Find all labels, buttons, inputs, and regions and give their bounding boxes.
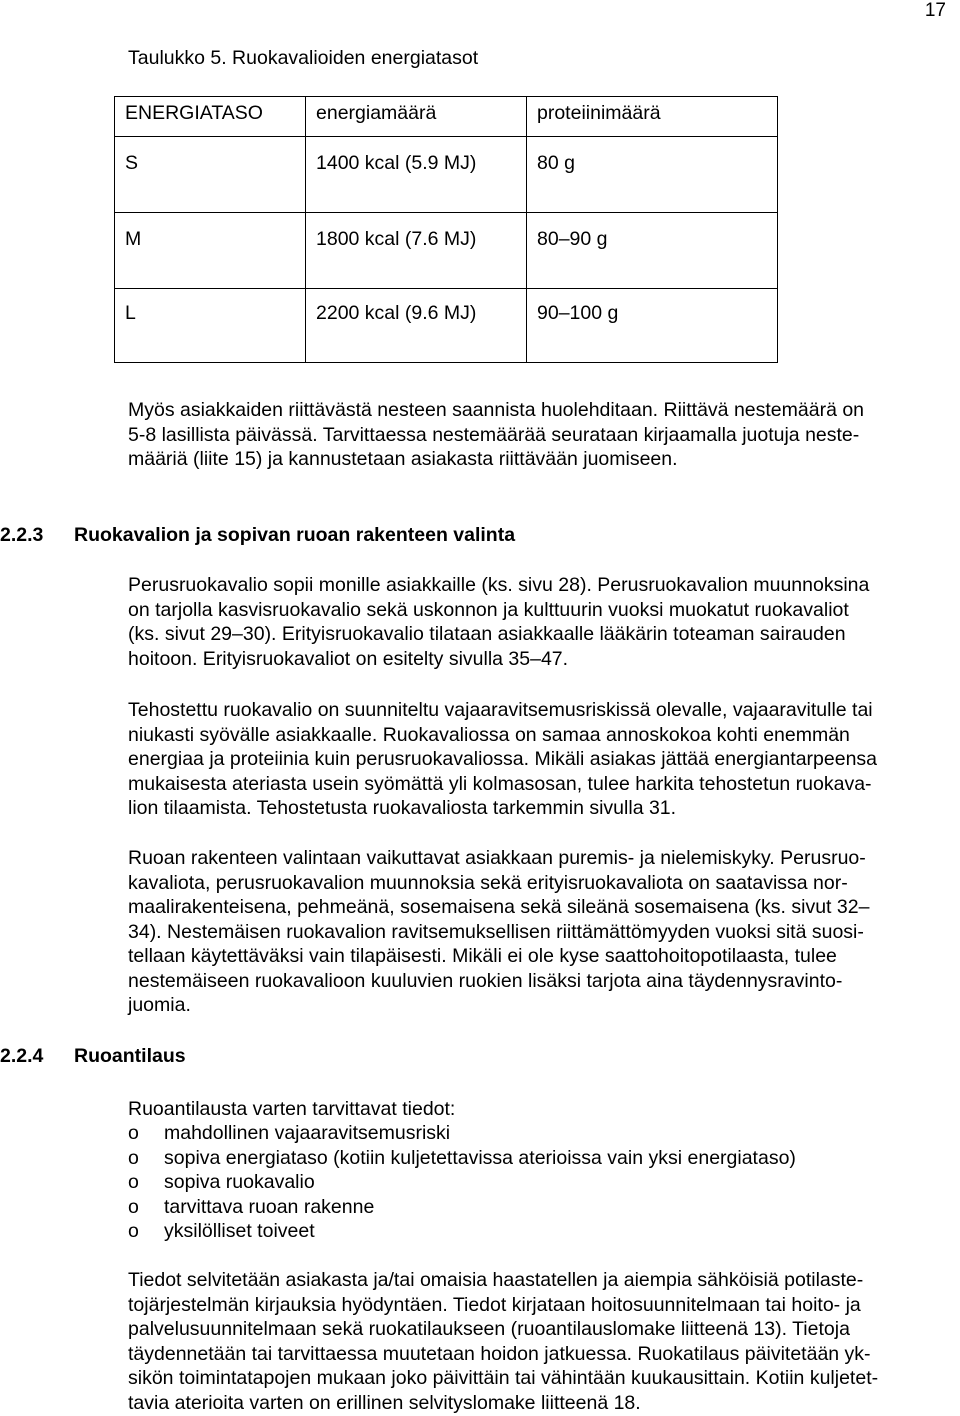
text-line: lion tilaamista. Tehostetusta ruokavaliosta tarkemmin sivulla 31.: [128, 797, 677, 819]
table-cell-text: L: [125, 302, 136, 324]
text-line: mukaisesta ateriasta usein syömättä yli kolmasosan, tulee harkita tehostetun ruokava-: [128, 772, 872, 795]
section-heading-2-2-4: [0, 1045, 186, 1068]
list-item: [128, 1121, 796, 1146]
text-line: juomia.: [128, 994, 191, 1016]
bullet-icon: o: [128, 1171, 139, 1193]
text-line: 5-8 lasillista päivässä. Tarvittaessa nestemäärää seurataan kirjaamalla juotuja neste-: [128, 423, 860, 446]
text-line: määriä (liite 15) ja kannustetaan asiakasta riittävään juomiseen.: [128, 448, 678, 470]
table-cell: [306, 213, 527, 289]
table-header-row: [115, 97, 778, 137]
section-heading-2-2-3: [0, 524, 515, 547]
paragraph-order-process: [128, 1268, 958, 1415]
table-cell: [115, 137, 306, 213]
list-item: [128, 1195, 796, 1220]
text-line: tavia aterioita varten on erillinen selvityslomake liitteenä 18.: [128, 1391, 641, 1414]
text-line: maalirakenteisena, pehmeänä, sosemaisena sekä sileänä sosemaisena (ks. sivut 32–: [128, 896, 870, 918]
table-cell-text: M: [125, 228, 142, 250]
table-cell: [527, 289, 778, 363]
bullet-icon: o: [128, 1146, 139, 1169]
table-row: [115, 289, 778, 363]
list-item-text: sopiva energiataso (kotiin kuljetettavissa aterioissa vain yksi energiataso): [164, 1146, 796, 1169]
list-item-text: yksilölliset toiveet: [164, 1220, 315, 1242]
text-line: Tiedot selvitetään asiakasta ja/tai omaisia haastatellen ja aiempia sähköisiä potilaste-: [128, 1269, 864, 1291]
text-line: (ks. sivut 29–30). Erityisruokavalio tilataan asiakkaalle lääkärin toteaman sairauden: [128, 623, 846, 645]
text-line: Tehostettu ruokavalio on suunniteltu vajaaravitsemusriskissä olevalle, vajaaravitulle tai: [128, 699, 873, 721]
table-cell-text: 2200 kcal (9.6 MJ): [316, 302, 477, 324]
text-line: Myös asiakkaiden riittävästä nesteen saannista huolehditaan. Riittävä nestemäärä on: [128, 399, 865, 421]
table-cell: [306, 289, 527, 363]
text-line: energiaa ja proteiinia kuin perusruokavaliossa. Mikäli asiakas jättää energiantarpeensa: [128, 748, 878, 770]
text-line: kavaliota, perusruokavalion muunnoksia sekä erityisruokavaliota on saatavissa nor-: [128, 871, 848, 894]
text-line: tojärjestelmän kirjauksia hyödyntäen. Tiedot kirjataan hoitosuunnitelmaan tai hoito- ja: [128, 1293, 861, 1316]
text-line: 34). Nestemäisen ruokavalion ravitsemuksellisen riittämättömyyden vuoksi sitä suosi-: [128, 920, 864, 943]
table-cell: [115, 289, 306, 363]
section-number: 2.2.4: [0, 1045, 44, 1067]
table-cell-text: 80 g: [537, 152, 575, 174]
list-item: [128, 1219, 796, 1244]
section-title: Ruokavalion ja sopivan ruoan rakenteen valinta: [74, 524, 516, 546]
text-line: on tarjolla kasvisruokavalio sekä uskonnon ja kulttuurin vuoksi muokatut ruokavaliot: [128, 598, 849, 621]
table-cell-text: 1400 kcal (5.9 MJ): [316, 152, 477, 174]
text-line: tellaan käytettäväksi vain tilapäisesti. Mikäli ei ole kyse saattohoitopotilaasta, tulee: [128, 945, 837, 967]
text-line: sikön toimintatapojen mukaan joko päivittäin tai vähintään kuukausittain. Kotiin kuljetet-: [128, 1367, 879, 1389]
table-cell: [527, 137, 778, 213]
table-caption: Taulukko 5. Ruokavalioiden energiatasot: [128, 47, 479, 69]
list-item: [128, 1146, 796, 1171]
paragraph-enhanced-diet: [128, 698, 958, 821]
paragraph-fluids: [128, 398, 958, 472]
text-line: niukasti syövälle asiakkaalle. Ruokavaliossa on samaa annoskokoa kohti enemmän: [128, 723, 850, 746]
list-item-text: mahdollinen vajaaravitsemusriski: [164, 1122, 451, 1144]
table-header-cell: proteiinimäärä: [527, 97, 778, 137]
section-title: Ruoantilaus: [74, 1045, 186, 1067]
table-row: [115, 213, 778, 289]
table-cell-text: 90–100 g: [537, 302, 619, 324]
table-header-cell: ENERGIATASO: [115, 97, 306, 137]
paragraph-food-texture: [128, 846, 958, 1018]
table-cell-text: 80–90 g: [537, 228, 608, 250]
table-cell: [306, 137, 527, 213]
table-row: [115, 137, 778, 213]
text-line: nestemäiseen ruokavalioon kuuluvien ruokien lisäksi tarjota aina täydennysravinto-: [128, 969, 843, 992]
table-cell: [115, 213, 306, 289]
text-line: Ruoan rakenteen valintaan vaikuttavat asiakkaan puremis- ja nielemiskyky. Perusruo-: [128, 847, 866, 869]
table-cell-text: 1800 kcal (7.6 MJ): [316, 228, 477, 250]
text-line: Perusruokavalio sopii monille asiakkaille (ks. sivu 28). Perusruokavalion muunnoksina: [128, 574, 870, 596]
text-line: hoitoon. Erityisruokavaliot on esitelty sivulla 35–47.: [128, 647, 569, 670]
text-line: täydennetään tai tarvittaessa muutetaan hoidon jatkuessa. Ruokatilaus päivitetään yk-: [128, 1342, 871, 1365]
bullet-icon: o: [128, 1122, 139, 1144]
list-item-text: sopiva ruokavalio: [164, 1171, 315, 1193]
list-item-text: tarvittava ruoan rakenne: [164, 1195, 375, 1218]
page-number: 17: [924, 0, 946, 21]
text-line: palvelusuunnitelmaan sekä ruokatilaukseen (ruoantilauslomake liitteenä 13). Tietoja: [128, 1318, 850, 1340]
table-cell: [527, 213, 778, 289]
section-number: 2.2.3: [0, 524, 44, 546]
bullet-icon: o: [128, 1195, 139, 1218]
list-item: [128, 1170, 796, 1195]
bullet-icon: o: [128, 1220, 139, 1242]
order-info-intro: Ruoantilausta varten tarvittavat tiedot:: [128, 1098, 456, 1120]
table-header-cell: energiamäärä: [306, 97, 527, 137]
energy-level-table: [114, 96, 778, 363]
table-cell-text: S: [125, 152, 139, 174]
order-info-list: [128, 1121, 796, 1244]
paragraph-basic-diet: [128, 573, 958, 671]
